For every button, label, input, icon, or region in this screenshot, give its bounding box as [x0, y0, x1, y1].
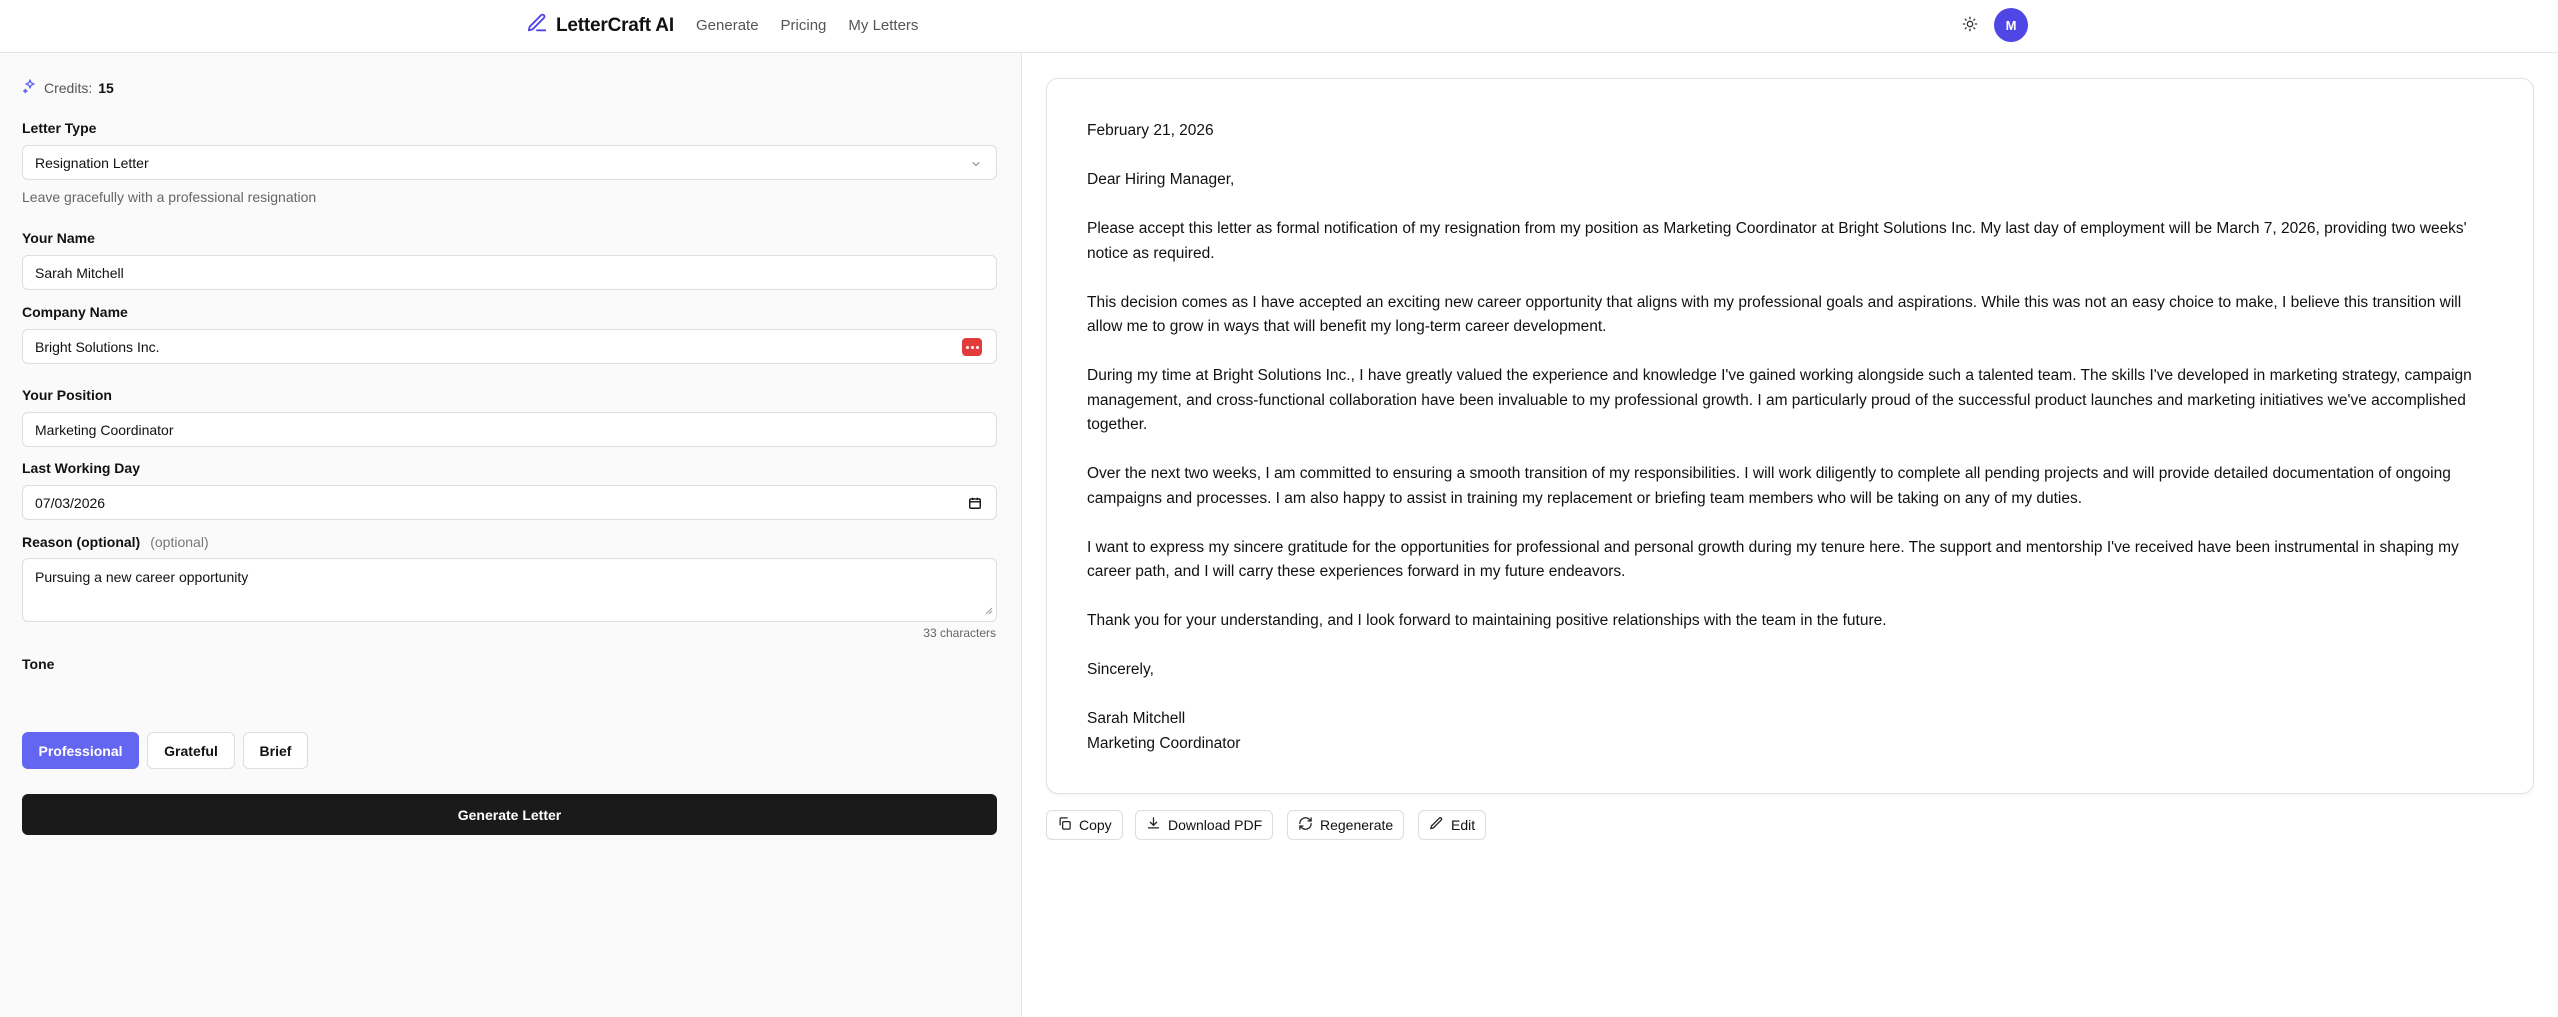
tone-grateful-button[interactable]: Grateful: [147, 732, 235, 769]
tone-professional-button[interactable]: Professional: [22, 732, 139, 769]
main-nav: [696, 17, 940, 34]
edit-label: Edit: [1451, 817, 1476, 833]
brand[interactable]: [526, 12, 674, 39]
chevron-down-icon: [970, 157, 982, 173]
letter-date: February 21, 2026: [1087, 122, 1214, 139]
brand-name: LetterCraft AI: [556, 14, 674, 36]
nav-my-letters[interactable]: My Letters: [848, 17, 919, 34]
password-manager-icon[interactable]: [962, 338, 982, 356]
credits-indicator: [22, 78, 114, 97]
optional-tag: (optional): [150, 534, 209, 550]
theme-toggle-button[interactable]: [1959, 15, 1981, 37]
download-pdf-button[interactable]: [1135, 810, 1273, 840]
letter-form-panel: [0, 53, 1022, 1017]
position-value: Marketing Coordinator: [35, 421, 174, 438]
reason-label: [22, 534, 209, 550]
last-day-value: 07/03/2026: [35, 494, 106, 511]
reason-textarea[interactable]: [22, 558, 997, 622]
tone-label: Tone: [22, 656, 55, 672]
calendar-icon[interactable]: [968, 496, 982, 513]
copy-label: Copy: [1079, 817, 1112, 833]
position-label: Your Position: [22, 387, 112, 403]
copy-icon: [1057, 816, 1072, 834]
credits-label: Credits:: [44, 79, 93, 96]
sun-icon: [1962, 16, 1978, 37]
letter-paragraph: Please accept this letter as formal notification of my resignation from my position as Marketing Coordinator at Bright Solutions Inc. My last day of employment will be March 7, 2026, providing two weeks' notice as required.: [1087, 220, 2467, 262]
last-day-label: Last Working Day: [22, 460, 140, 476]
user-avatar[interactable]: M: [1994, 8, 2028, 42]
pen-logo-icon: [526, 12, 548, 39]
letter-paragraph: Thank you for your understanding, and I look forward to maintaining positive relationships with the team in the future.: [1087, 612, 1887, 629]
letter-type-select[interactable]: [22, 145, 997, 180]
download-label: Download PDF: [1168, 817, 1263, 833]
company-input[interactable]: [22, 329, 997, 364]
position-input[interactable]: [22, 412, 997, 447]
reason-label-text: Reason (optional): [22, 534, 141, 550]
company-label: Company Name: [22, 304, 128, 320]
regenerate-label: Regenerate: [1320, 817, 1394, 833]
name-value: Sarah Mitchell: [35, 264, 124, 281]
reason-char-count: 33 characters: [923, 626, 996, 640]
pencil-icon: [1429, 816, 1444, 834]
letter-paragraph: Over the next two weeks, I am committed to ensuring a smooth transition of my responsibilities. I will work diligently to complete all pending projects and will provide detailed documentation of ongoing campaigns and processes. I am also happy to assist in training my replacement or briefing team members who will be taking on any of my duties.: [1087, 465, 2451, 507]
letter-signature-name: Sarah Mitchell: [1087, 710, 1186, 727]
credits-value: 15: [98, 79, 114, 96]
last-day-date-input[interactable]: [22, 485, 997, 520]
copy-button[interactable]: [1046, 810, 1123, 840]
letter-signature-title: Marketing Coordinator: [1087, 734, 1241, 752]
edit-button[interactable]: [1418, 810, 1486, 840]
regenerate-button[interactable]: [1287, 810, 1404, 840]
letter-type-value: Resignation Letter: [35, 154, 149, 171]
reason-value: Pursuing a new career opportunity: [35, 569, 249, 585]
letter-body: [1087, 119, 2497, 756]
letter-paragraph: I want to express my sincere gratitude for the opportunities for professional and personal growth during my tenure here. The support and mentorship I've received have been instrumental in shaping my career path, and I will carry these experiences forward in my future endeavors.: [1087, 538, 2459, 580]
nav-generate[interactable]: Generate: [696, 17, 759, 34]
tone-brief-button[interactable]: Brief: [243, 732, 308, 769]
letter-closing: Sincerely,: [1087, 661, 1154, 678]
letter-preview-card: [1046, 78, 2534, 794]
top-navbar: [0, 0, 2558, 53]
company-value: Bright Solutions Inc.: [35, 338, 160, 355]
letter-type-label: Letter Type: [22, 120, 97, 136]
resize-handle-icon[interactable]: [985, 602, 993, 618]
refresh-icon: [1298, 816, 1313, 834]
name-label: Your Name: [22, 230, 95, 246]
letter-salutation: Dear Hiring Manager,: [1087, 171, 1235, 188]
sparkles-icon: [22, 78, 38, 97]
letter-type-hint: Leave gracefully with a professional resignation: [22, 189, 317, 205]
letter-paragraph: This decision comes as I have accepted an exciting new career opportunity that aligns with my professional goals and aspirations. While this was not an easy choice to make, I believe this transition will allow me to grow in ways that will benefit my long-term career development.: [1087, 293, 2462, 335]
name-input[interactable]: [22, 255, 997, 290]
generate-letter-button[interactable]: Generate Letter: [22, 794, 997, 835]
letter-paragraph: During my time at Bright Solutions Inc., I have greatly valued the experience and knowledge I've gained working alongside such a talented team. The skills I've developed in marketing strategy, campaign management, and cross-functional collaboration have been invaluable to my professional growth. I am particularly proud of the successful product launches and marketing initiatives we've accomplished together.: [1087, 367, 2472, 433]
download-icon: [1146, 816, 1161, 834]
nav-pricing[interactable]: Pricing: [780, 17, 827, 34]
